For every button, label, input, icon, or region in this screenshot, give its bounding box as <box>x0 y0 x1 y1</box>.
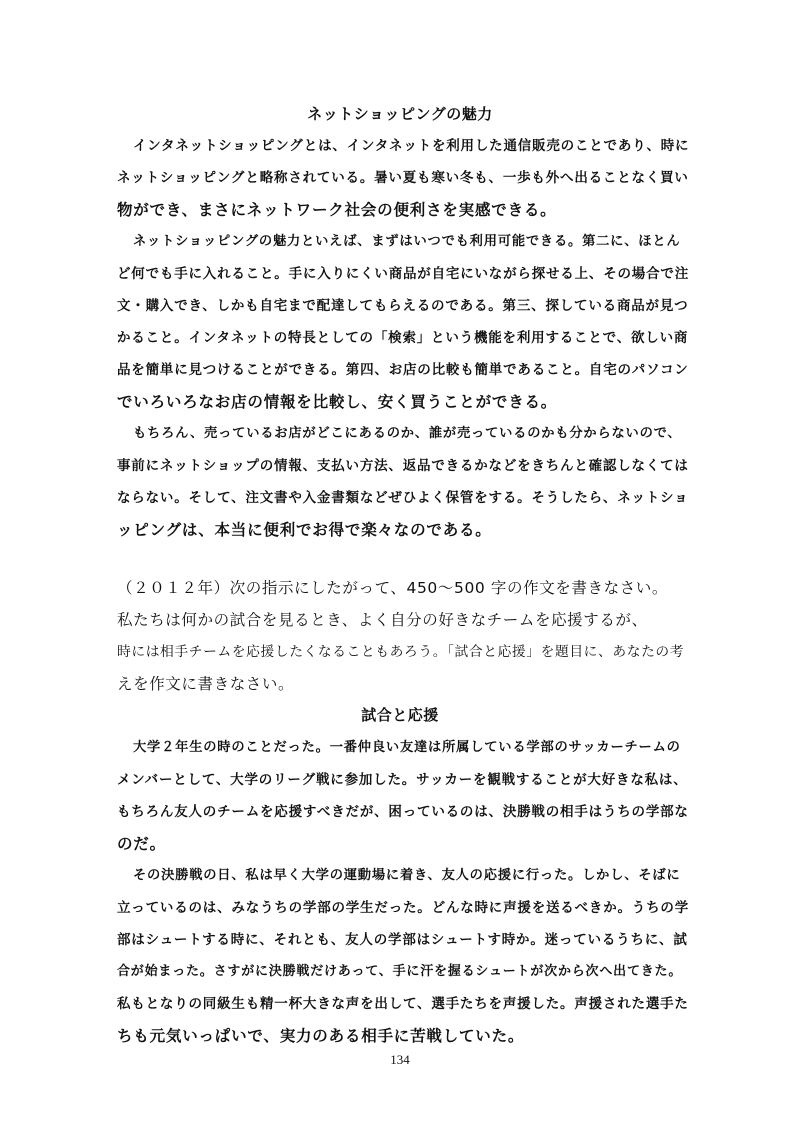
essay1-line: 物ができ、まさにネットワーク社会の便利さを実感できる。 <box>117 201 557 219</box>
task-line: 私たちは何かの試合を見るとき、よく自分の好きなチームを応援するが、 <box>117 611 648 629</box>
essay1-line: かること。インタネットの特長としての「検索」という機能を利用することで、欲しい商 <box>117 330 689 346</box>
essay2-line: メンバーとして、大学のリーグ戦に参加した。サッカーを観戦することが大好きな私は、 <box>117 772 688 788</box>
essay1-line: インタネットショッピングとは、インタネットを利用した通信販売のことであり、時に <box>133 138 690 154</box>
essay2-line: 私もとなりの同級生も精一杯大きな声を出して、選手たちを声援した。声援された選手た <box>117 996 689 1012</box>
essay1-title: ネットショッピングの魅力 <box>307 105 493 123</box>
essay2-line: のだ。 <box>117 835 166 853</box>
task-line: えを作文に書きなさい。 <box>117 675 295 693</box>
essay1-line: 事前にネットショップの情報、支払い方法、返品できるかなどをきちんと確認しなくては <box>117 458 689 474</box>
essay1-line: ネットショッピングの魅力といえば、まずはいつでも利用可能できる。第二に、ほとん <box>133 234 681 249</box>
essay1-line: ネットショッピングと略称されている。暑い夏も寒い冬も、一歩も外へ出ることなく買い <box>117 170 689 186</box>
essay1-line: でいろいろなお店の情報を比較し、安く買うことができる。 <box>117 393 558 411</box>
essay2-title: 試合と応援 <box>361 706 439 724</box>
essay1-line: 文・購入でき、しかも自宅まで配達してもらえるのである。第三、探している商品が見つ <box>117 298 689 314</box>
task-line: 時には相手チームを応援したくなることもあろう。「試合と応援」を題目に、あなたの考 <box>117 644 685 660</box>
essay2-line: もちろん友人のチームを応援すべきだが、困っているのは、決勝戦の相手はうちの学部な <box>117 804 689 820</box>
essay2-line: その決勝戦の日、私は早く大学の運動場に着き、友人の応援に行った。しかし、そばに <box>133 868 681 883</box>
essay2-line: 合が始まった。さすがに決勝戦だけあって、手に汗を握るシュートが次から次へ出てきた。 <box>117 964 683 979</box>
essay1-line: 品を簡単に見つけることができる。第四、お店の比較も簡単であること。自宅のパソコン <box>117 362 689 378</box>
page-number: 134 <box>390 1052 410 1067</box>
essay1-line: もちろん、売っているお店がどこにあるのか、誰が売っているのかも分からないので、 <box>133 426 682 441</box>
essay1-line: ッピングは、本当に便利でお得で楽々なのである。 <box>117 521 492 539</box>
essay2-line: ちも元気いっぱいで、実力のある相手に苦戦していた。 <box>117 1027 525 1045</box>
essay1-line: ならない。そして、注文書や入金書類などぜひよく保管をする。そうしたら、ネットショ <box>117 490 689 506</box>
essay1-line: ど何でも手に入れること。手に入りにくい商品が自宅にいながら探せる上、その場合で注 <box>117 266 689 282</box>
essay2-line: 大学２年生の時のことだった。一番仲良い友達は所属している学部のサッカーチームの <box>133 740 681 755</box>
essay2-line: 立っているのは、みなうちの学部の学生だった。どんな時に声援を送るべきか。うちの学 <box>117 900 689 916</box>
task-line: （２０１２年）次の指示にしたがって、450～500 字の作文を書きなさい。 <box>117 579 668 597</box>
essay2-line: 部はシュートする時に、それとも、友人の学部はシュートす時か。迷っているうちに、試 <box>117 932 688 948</box>
